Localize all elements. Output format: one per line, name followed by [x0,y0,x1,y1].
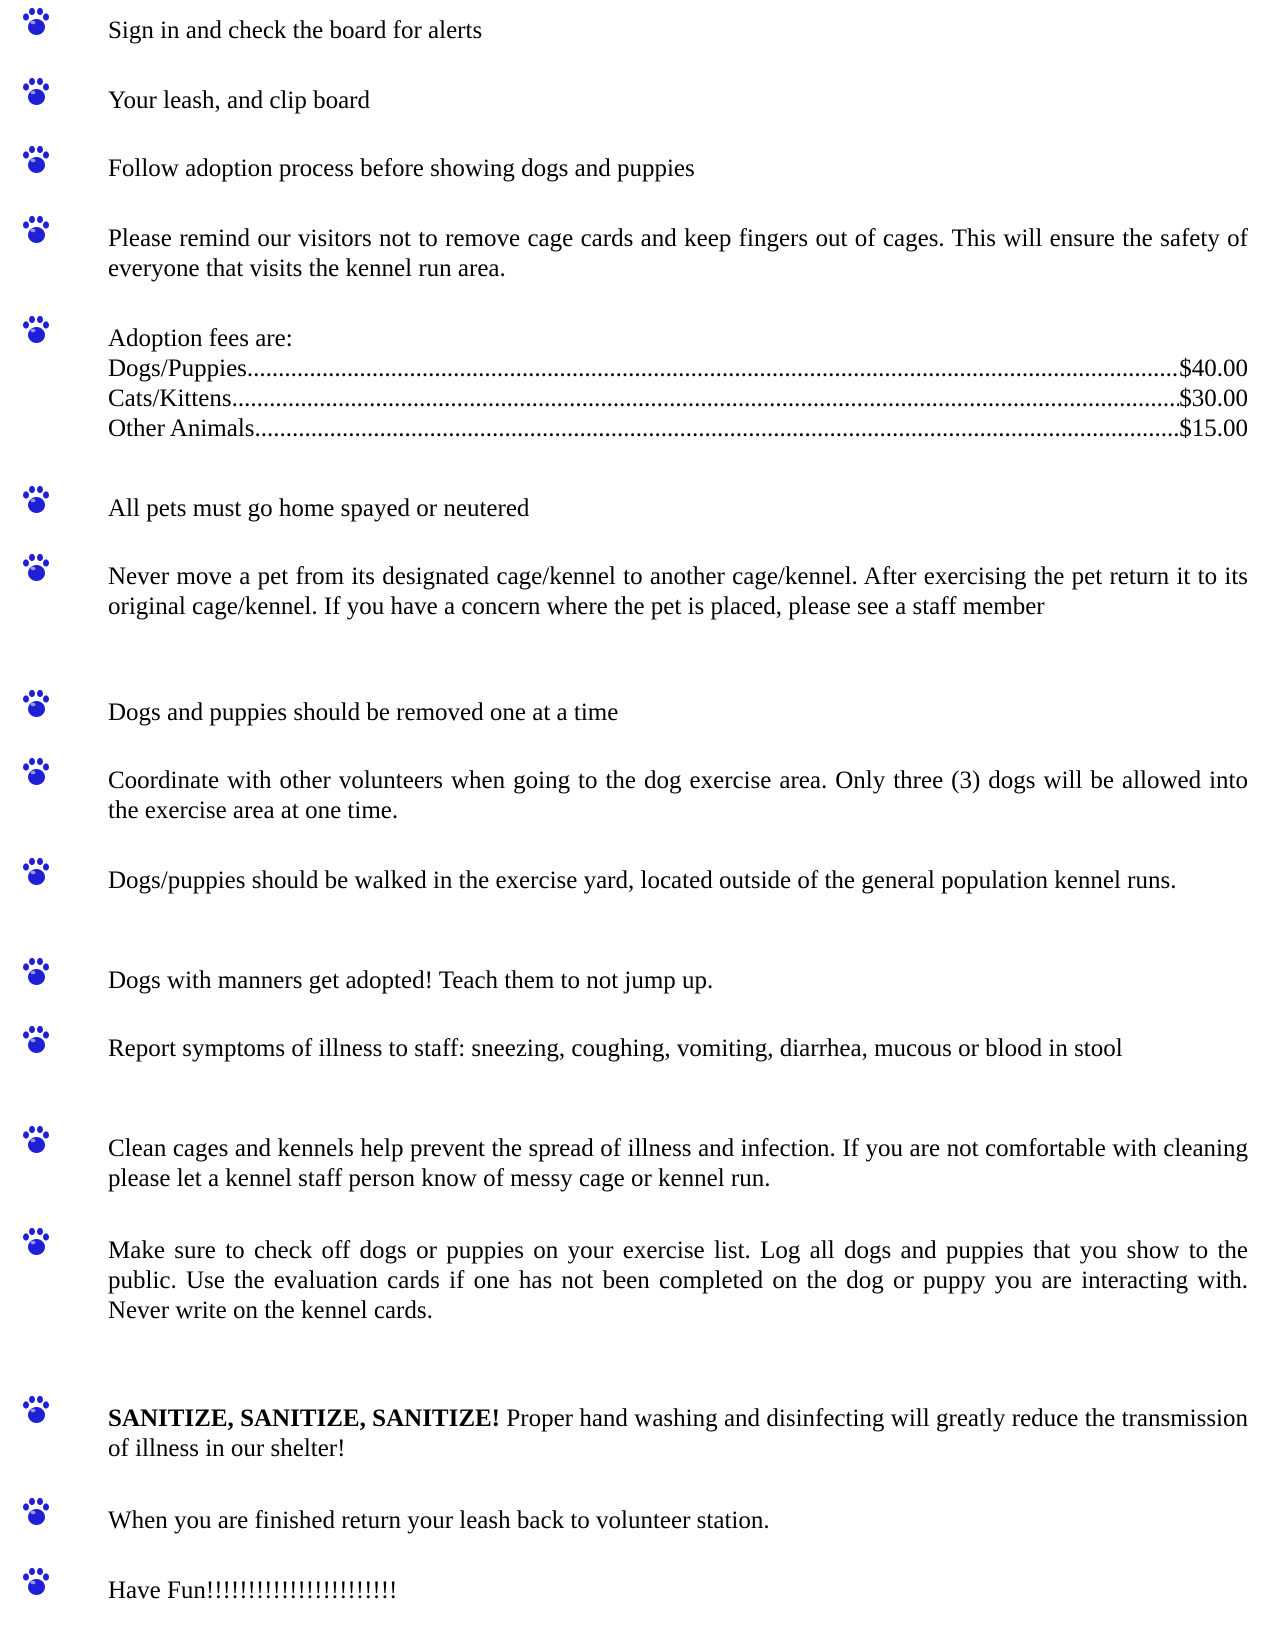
list-item-text: Never move a pet from its designated cage/kennel to another cage/kennel. After exercising the pet return it to its original cage/kennel. If you have a concern where the pet is placed, please see a staff member [108,563,1248,620]
list-item-text: Make sure to check off dogs or puppies on your exercise list. Log all dogs and puppies that you show to the public. Use the evaluation cards if one has not been completed on the dog or puppy you are interacting with. Never write on the kennel cards. [108,1237,1248,1324]
list-item-text: Sign in and check the board for alerts [108,17,483,44]
sanitize-text: Proper hand washing and disinfecting will greatly reduce the transmission of illness in our shelter! [108,1405,1248,1462]
fee-row [108,414,1248,444]
fee-table [108,354,1248,444]
list-item-text [108,1404,1248,1464]
paw-print-icon [20,145,50,175]
dot-leader [232,384,1180,414]
paw-print-icon [20,1567,50,1597]
fee-name: Dogs/Puppies [108,355,247,382]
fee-row [108,384,1248,414]
paw-print-icon [20,757,50,787]
fee-name: Other Animals [108,415,255,442]
list-item-text: Your leash, and clip board [108,87,370,114]
paw-print-icon [20,689,50,719]
list-item-text: Clean cages and kennels help prevent the spread of illness and infection. If you are not comfortable with cleaning please let a kennel staff person know of messy cage or kennel run. [108,1135,1248,1192]
paw-print-icon [20,1025,50,1055]
paw-print-icon [20,215,50,245]
paw-print-icon [20,77,50,107]
paw-print-icon [20,1395,50,1425]
fee-name: Cats/Kittens [108,385,232,412]
list-item-text: Report symptoms of illness to staff: sneezing, coughing, vomiting, diarrhea, mucous or blood in stool [108,1035,1123,1062]
paw-print-icon [20,315,50,345]
list-item-text: When you are finished return your leash back to volunteer station. [108,1507,770,1534]
paw-print-icon [20,553,50,583]
dot-leader [247,354,1179,384]
fee-amount: $40.00 [1179,355,1248,382]
sanitize-emphasis: SANITIZE, SANITIZE, SANITIZE! [108,1405,500,1432]
fee-amount: $15.00 [1179,415,1248,442]
fee-amount: $30.00 [1179,385,1248,412]
fee-row [108,354,1248,384]
list-item-text: All pets must go home spayed or neutered [108,495,530,522]
paw-print-icon [20,857,50,887]
list-item-text: Please remind our visitors not to remove cage cards and keep fingers out of cages. This will ensure the safety of everyone that visits the kennel run area. [108,225,1248,282]
list-item-text: Dogs with manners get adopted! Teach them to not jump up. [108,967,714,994]
list-item-text: Have Fun!!!!!!!!!!!!!!!!!!!!!!! [108,1577,398,1604]
paw-print-icon [20,1227,50,1257]
adoption-fees-heading: Adoption fees are: [108,325,293,352]
paw-print-icon [20,485,50,515]
paw-print-icon [20,1497,50,1527]
list-item-text: Dogs and puppies should be removed one at a time [108,699,619,726]
paw-print-icon [20,1125,50,1155]
dot-leader [255,414,1180,444]
list-item-text: Dogs/puppies should be walked in the exercise yard, located outside of the general population kennel runs. [108,867,1177,894]
list-item-text: Coordinate with other volunteers when going to the dog exercise area. Only three (3) dogs will be allowed into the exercise area at one time. [108,767,1248,824]
list-item-text: Follow adoption process before showing dogs and puppies [108,155,695,182]
paw-print-icon [20,7,50,37]
paw-print-icon [20,957,50,987]
